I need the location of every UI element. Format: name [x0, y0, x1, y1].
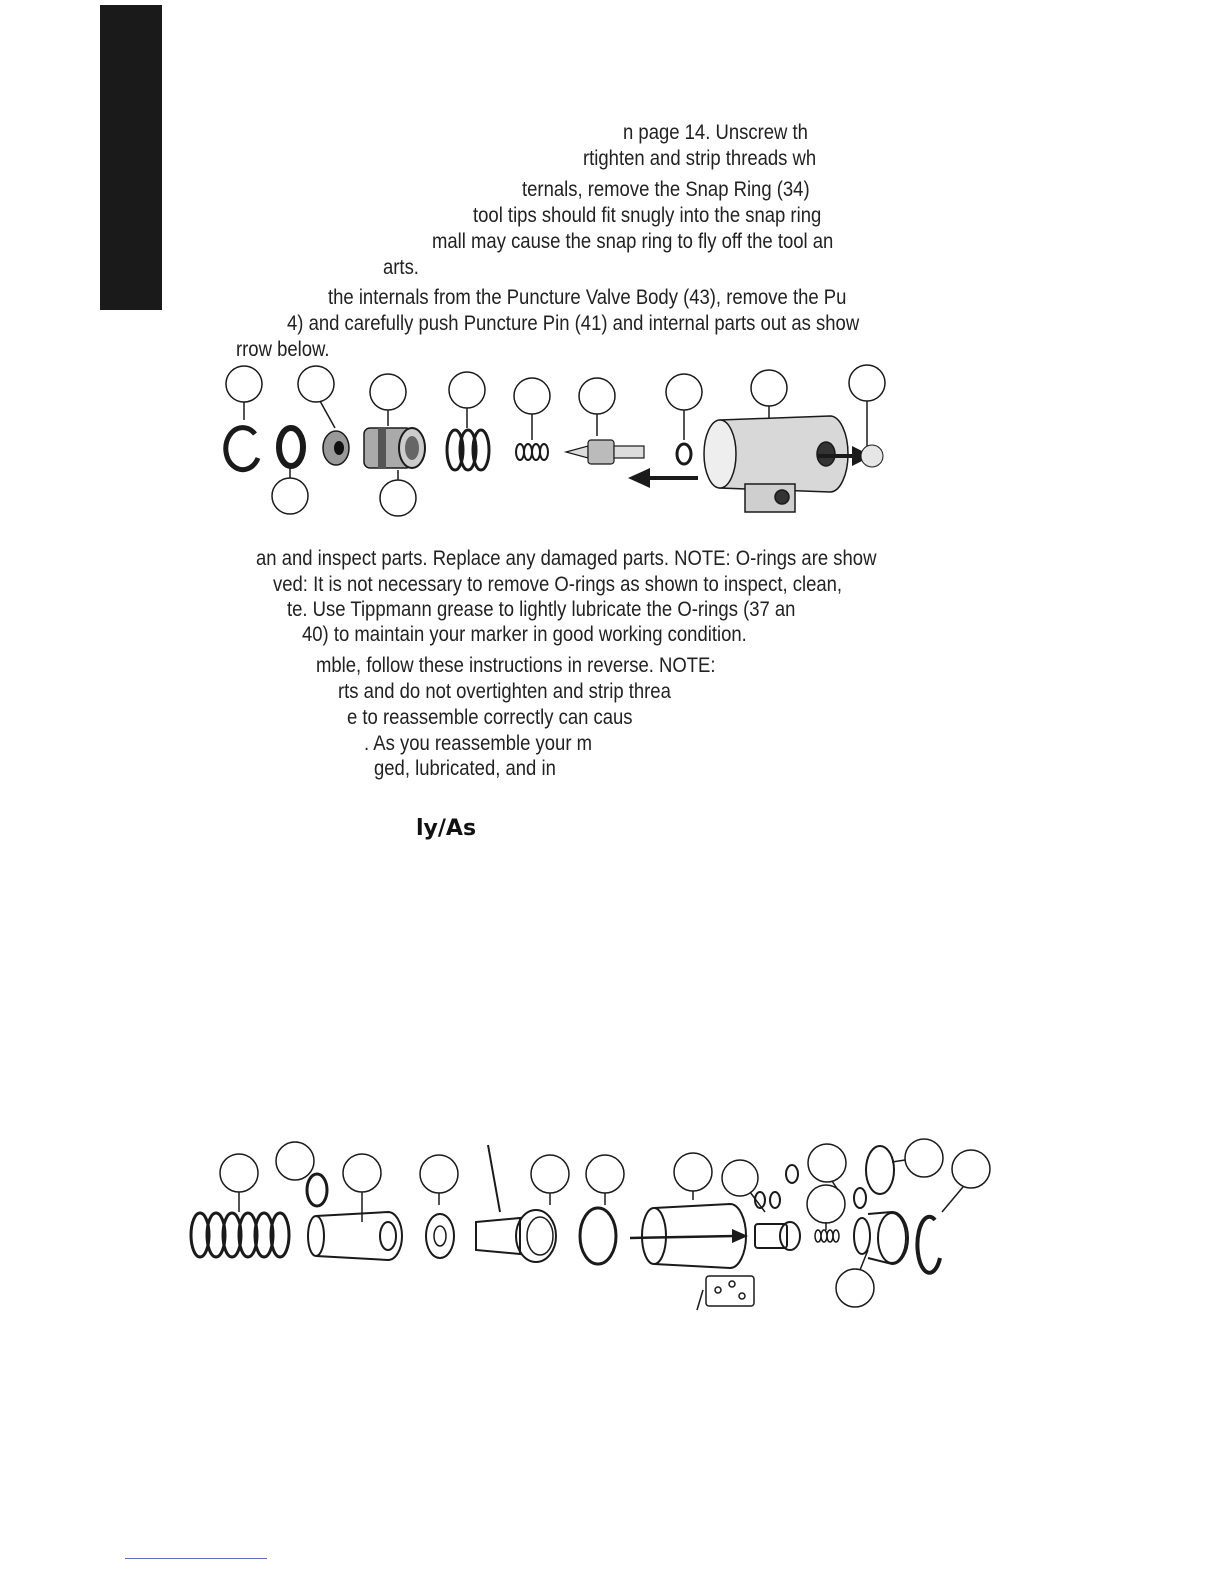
- side-tab: [100, 5, 162, 310]
- washer-part: [279, 428, 303, 466]
- text-line: tool tips should fit snugly into the snap ring: [473, 204, 822, 227]
- text-line: an and inspect parts. Replace any damaged parts. NOTE: O-rings are show: [256, 547, 877, 570]
- puncture-valve-exploded-diagram: [0, 360, 1224, 530]
- callout-circle: [579, 378, 615, 414]
- o-ring-part: [677, 444, 691, 464]
- section-heading: ly/As: [416, 816, 477, 841]
- text-line: ved: It is not necessary to remove O-rings as shown to inspect, clean,: [273, 573, 843, 596]
- text-line: rts and do not overtighten and strip threa: [338, 680, 671, 703]
- callout-circle: [849, 365, 885, 401]
- valve-body-part: [704, 416, 848, 512]
- footer-rule: [125, 1558, 267, 1559]
- puncture-pin-part: [566, 440, 644, 464]
- text-line: 4) and carefully push Puncture Pin (41) and internal parts out as show: [287, 312, 860, 335]
- text-line: rtighten and strip threads wh: [583, 147, 817, 170]
- callout-circle: [751, 370, 787, 406]
- callout-circle: [272, 478, 308, 514]
- text-line: e to reassemble correctly can caus: [347, 706, 633, 729]
- text-line: te. Use Tippmann grease to lightly lubricate the O-rings (37 an: [287, 598, 796, 621]
- text-line: the internals from the Puncture Valve Body (43), remove the Pu: [328, 286, 847, 309]
- text-line: rrow below.: [236, 338, 330, 361]
- callout-circle: [380, 480, 416, 516]
- callout-circle: [449, 372, 485, 408]
- text-line: n page 14. Unscrew th: [623, 121, 808, 144]
- text-line: . As you reassemble your m: [364, 732, 593, 755]
- callout-circle: [370, 374, 406, 410]
- callout-circle: [514, 378, 550, 414]
- text-line: mall may cause the snap ring to fly off the tool an: [432, 230, 834, 253]
- arrow-left-icon: [628, 468, 650, 488]
- text-line: mble, follow these instructions in reverse. NOTE:: [316, 654, 716, 677]
- text-line: 40) to maintain your marker in good working condition.: [302, 623, 747, 646]
- spring-part: [447, 430, 489, 470]
- callout-circle: [666, 374, 702, 410]
- text-line: ged, lubricated, and in: [374, 757, 556, 780]
- valve-assembly-exploded-diagram: [0, 1130, 1224, 1320]
- callout-circle: [298, 366, 334, 402]
- end-cap-part: [861, 445, 883, 467]
- snap-ring-part: [226, 428, 258, 470]
- small-spring-part: [516, 444, 548, 460]
- text-line: ternals, remove the Snap Ring (34): [522, 178, 810, 201]
- callout-circle: [226, 366, 262, 402]
- text-line: arts.: [383, 256, 419, 279]
- ring-body-part: [364, 428, 425, 468]
